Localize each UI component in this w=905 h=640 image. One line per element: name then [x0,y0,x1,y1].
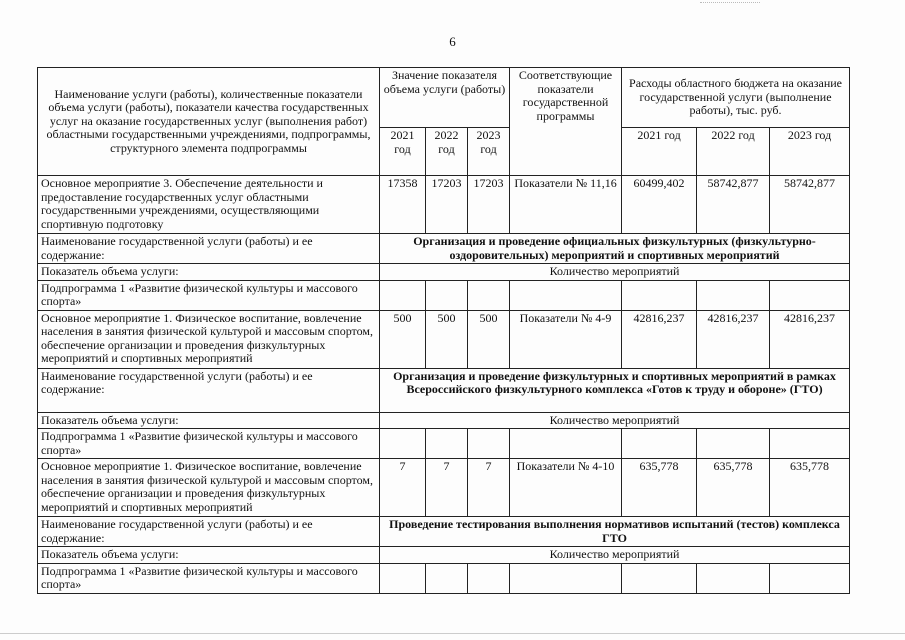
empty-cell [468,280,510,310]
service-title: Проведение тестирования выполнения нормативов испытаний (тестов) комплекса ГТО [380,517,850,547]
table-row [38,412,850,429]
program-indicators: Показатели № 4-9 [510,310,622,368]
service-title: Организация и проведение официальных физкультурных (физкультурно-оздоровительных) мероприятий и спортивных мероприятий [380,234,850,264]
value-2023: 7 [468,459,510,517]
volume-indicator-value: Количество мероприятий [380,412,850,429]
table-row [38,310,850,368]
empty-cell [622,563,697,593]
value-2022: 500 [426,310,468,368]
header-year-expense-2023: 2023 год [770,128,850,176]
service-name-label: Наименование государственной услуги (работы) и ее содержание: [38,368,380,412]
expense-2021: 635,778 [622,459,697,517]
row-name: Основное мероприятие 3. Обеспечение деятельности и предоставление государственных услуг областными государственными учреждениями, осуществляющими спортивную подготовку [38,176,380,234]
table-row [38,234,850,264]
empty-cell [380,429,426,459]
expense-2022: 42816,237 [697,310,770,368]
empty-cell [510,280,622,310]
empty-cell [380,563,426,593]
expense-2023: 58742,877 [770,176,850,234]
volume-indicator-value: Количество мероприятий [380,547,850,564]
volume-indicator-label: Показатель объема услуги: [38,412,380,429]
header-year-value-2022: 2022 год [426,128,468,176]
table-row [38,264,850,281]
subprogram-label: Подпрограмма 1 «Развитие физической культуры и массового спорта» [38,563,380,593]
header-name-col: Наименование услуги (работы), количественные показатели объема услуги (работы), показатели качества государственных услуг на оказание государственных услуг (выполнения работ) областными государственными учреждениями, подпрограммы, структурного элемента подпрограммы [38,68,380,176]
service-title: Организация и проведение физкультурных и спортивных мероприятий в рамках Всероссийского физкультурного комплекса «Готов к труду и обороне» (ГТО) [380,368,850,412]
expense-2022: 58742,877 [697,176,770,234]
empty-cell [770,280,850,310]
value-2023: 500 [468,310,510,368]
scan-artifact-top [700,2,760,3]
services-table [37,67,850,594]
empty-cell [426,429,468,459]
expense-2023: 635,778 [770,459,850,517]
program-indicators: Показатели № 11,16 [510,176,622,234]
table-row [38,429,850,459]
subprogram-label: Подпрограмма 1 «Развитие физической культуры и массового спорта» [38,280,380,310]
header-year-expense-2021: 2021 год [622,128,697,176]
table-row [38,517,850,547]
header-year-expense-2022: 2022 год [697,128,770,176]
value-2021: 500 [380,310,426,368]
scan-artifact-bottom [0,633,905,634]
empty-cell [468,429,510,459]
expense-2021: 60499,402 [622,176,697,234]
table-row [38,547,850,564]
header-year-value-2021: 2021 год [380,128,426,176]
header-year-value-2023: 2023 год [468,128,510,176]
subprogram-label: Подпрограмма 1 «Развитие физической культуры и массового спорта» [38,429,380,459]
expense-2022: 635,778 [697,459,770,517]
empty-cell [426,563,468,593]
service-name-label: Наименование государственной услуги (работы) и ее содержание: [38,517,380,547]
empty-cell [622,280,697,310]
empty-cell [468,563,510,593]
empty-cell [697,563,770,593]
volume-indicator-label: Показатель объема услуги: [38,547,380,564]
expense-2021: 42816,237 [622,310,697,368]
table-row [38,368,850,412]
expense-2023: 42816,237 [770,310,850,368]
empty-cell [697,280,770,310]
empty-cell [510,429,622,459]
volume-indicator-label: Показатель объема услуги: [38,264,380,281]
volume-indicator-value: Количество мероприятий [380,264,850,281]
empty-cell [380,280,426,310]
value-2021: 17358 [380,176,426,234]
service-name-label: Наименование государственной услуги (работы) и ее содержание: [38,234,380,264]
empty-cell [426,280,468,310]
header-expense-col: Расходы областного бюджета на оказание государственной услуги (выполнение работы), тыс. руб. [622,68,850,128]
value-2022: 7 [426,459,468,517]
empty-cell [622,429,697,459]
table-row [38,176,850,234]
header-value-col: Значение показателя объема услуги (работы) [380,68,510,128]
row-name: Основное мероприятие 1. Физическое воспитание, вовлечение населения в занятия физической культурой и массовым спортом, обеспечение организации и проведения физкультурных мероприятий и спортивных мероприятий [38,310,380,368]
empty-cell [510,563,622,593]
page-number: 6 [449,34,456,49]
program-indicators: Показатели № 4-10 [510,459,622,517]
row-name: Основное мероприятие 1. Физическое воспитание, вовлечение населения в занятия физической культурой и массовым спортом, обеспечение организации и проведения физкультурных мероприятий и спортивных мероприятий [38,459,380,517]
empty-cell [770,563,850,593]
empty-cell [697,429,770,459]
table-row [38,563,850,593]
value-2023: 17203 [468,176,510,234]
value-2021: 7 [380,459,426,517]
empty-cell [770,429,850,459]
table-row [38,280,850,310]
header-indicators-col: Соответствующие показатели государственной программы [510,68,622,176]
value-2022: 17203 [426,176,468,234]
table-row [38,459,850,517]
